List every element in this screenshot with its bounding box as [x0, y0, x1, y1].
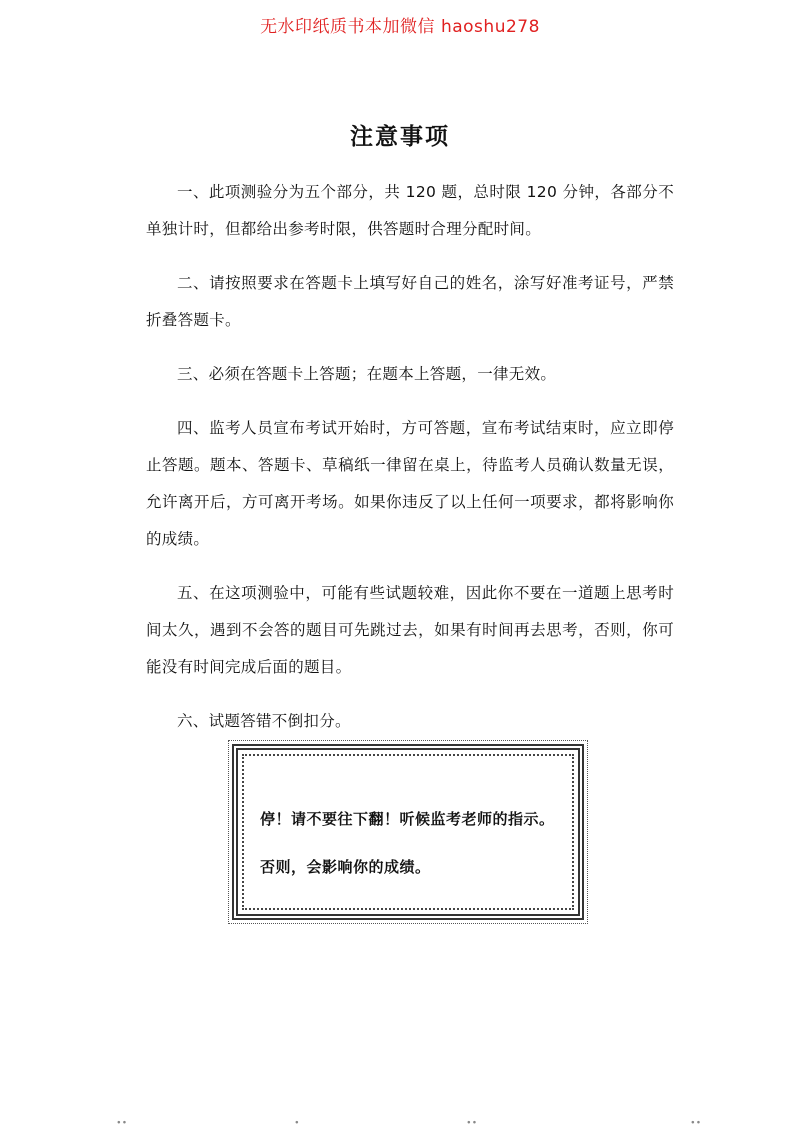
notice-item-4: 四、监考人员宣布考试开始时，方可答题，宣布考试结束时，应立即停止答题。题本、答题卡、草稿纸一律留在桌上，待监考人员确认数量无误，允许离开后，方可离开考场。如果你违反了以上任何一项要求，都将影响你的成绩。: [146, 419, 674, 548]
notice-item-6: 六、试题答错不倒扣分。: [177, 712, 351, 730]
notice-list: [146, 174, 674, 757]
notice-item-3: 三、必须在答题卡上答题；在题本上答题，一律无效。: [177, 365, 557, 383]
stop-warning-box: [232, 744, 584, 920]
notice-item-1: 一、此项测验分为五个部分，共 120 题，总时限 120 分钟，各部分不单独计时，但都给出参考时限，供答题时合理分配时间。: [146, 183, 674, 238]
stop-warning-consequence: 否则，会影响你的成绩。: [260, 858, 431, 876]
scan-mark: ∙: [294, 1118, 300, 1128]
stop-warning-line: 停！请不要往下翻！听候监考老师的指示。: [260, 810, 555, 828]
notice-item-2: 二、请按照要求在答题卡上填写好自己的姓名，涂写好准考证号，严禁折叠答题卡。: [146, 274, 674, 329]
scan-mark: ∙∙: [690, 1118, 702, 1128]
scan-mark: ∙∙: [466, 1118, 478, 1128]
notice-item-5: 五、在这项测验中，可能有些试题较难，因此你不要在一道题上思考时间太久，遇到不会答的题目可先跳过去，如果有时间再去思考，否则，你可能没有时间完成后面的题目。: [146, 584, 674, 676]
page-title: 注意事项: [350, 124, 450, 150]
scan-mark: ∙∙: [116, 1118, 128, 1128]
watermark-text: 无水印纸质书本加微信 haoshu278: [260, 17, 540, 37]
